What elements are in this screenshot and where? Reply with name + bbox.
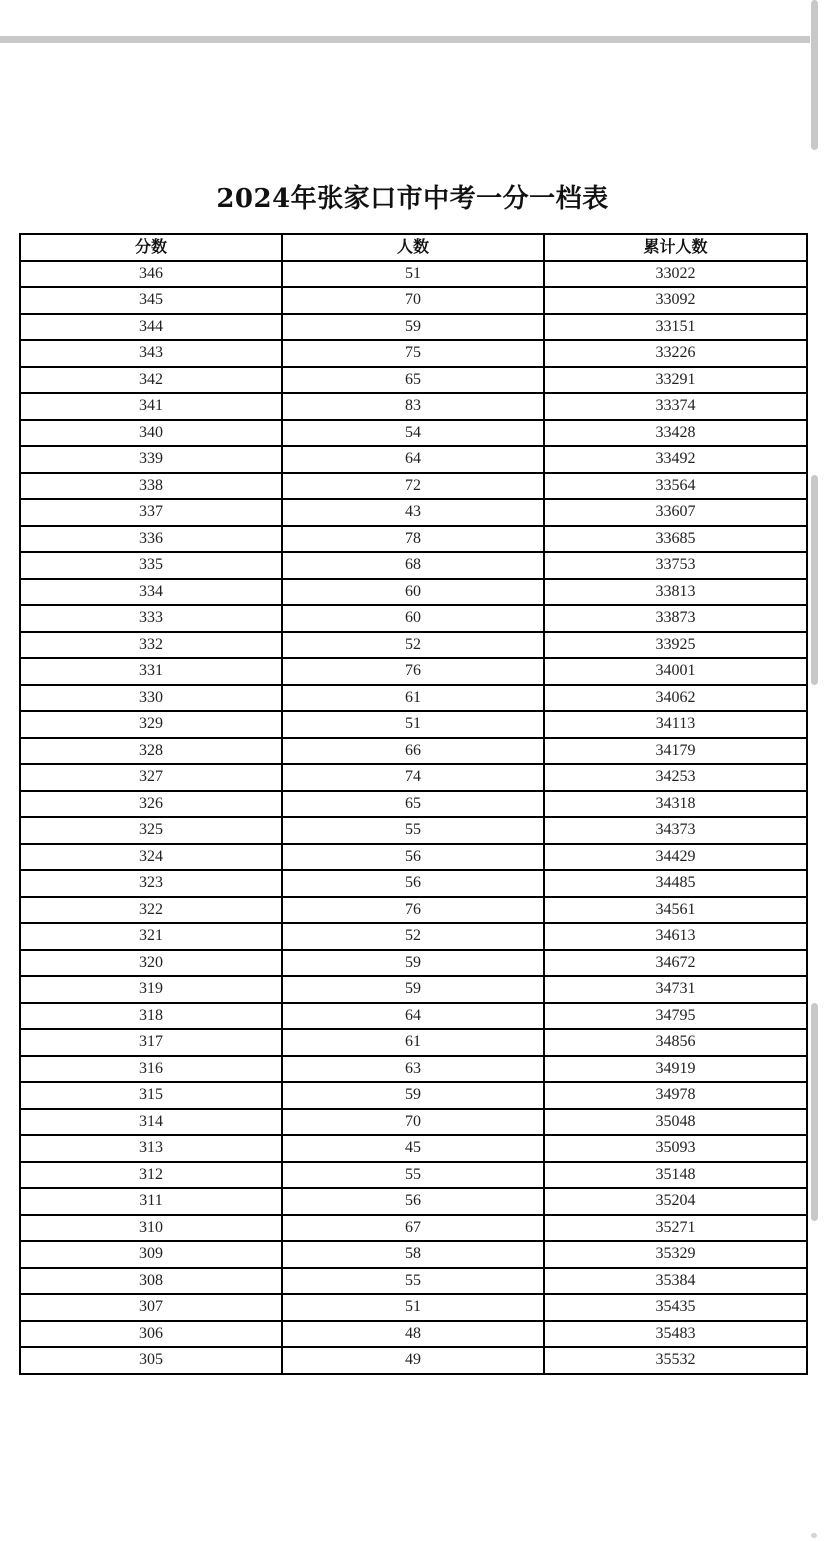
table-row	[20, 1162, 807, 1189]
cell-cumulative: 33428	[544, 420, 807, 447]
table-row	[20, 420, 807, 447]
top-divider	[0, 36, 810, 43]
table-row	[20, 870, 807, 897]
cell-score: 340	[20, 420, 282, 447]
cell-count: 59	[282, 950, 544, 977]
cell-score: 315	[20, 1082, 282, 1109]
score-distribution-table	[19, 233, 808, 1375]
cell-score: 333	[20, 605, 282, 632]
cell-count: 66	[282, 738, 544, 765]
table-row	[20, 287, 807, 314]
cell-count: 55	[282, 1162, 544, 1189]
cell-cumulative: 35048	[544, 1109, 807, 1136]
cell-count: 61	[282, 685, 544, 712]
cell-score: 319	[20, 976, 282, 1003]
table-row	[20, 1188, 807, 1215]
cell-cumulative: 35271	[544, 1215, 807, 1242]
cell-count: 75	[282, 340, 544, 367]
table-row	[20, 711, 807, 738]
table-row	[20, 1321, 807, 1348]
cell-cumulative: 35329	[544, 1241, 807, 1268]
cell-score: 336	[20, 526, 282, 553]
table-row	[20, 261, 807, 288]
cell-cumulative: 33151	[544, 314, 807, 341]
table-row	[20, 791, 807, 818]
cell-score: 342	[20, 367, 282, 394]
cell-cumulative: 34856	[544, 1029, 807, 1056]
table-row	[20, 367, 807, 394]
cell-score: 330	[20, 685, 282, 712]
cell-count: 52	[282, 632, 544, 659]
cell-count: 48	[282, 1321, 544, 1348]
cell-score: 343	[20, 340, 282, 367]
scrollbar-thumb-lower[interactable]	[811, 1003, 818, 1221]
cell-count: 72	[282, 473, 544, 500]
cell-cumulative: 35435	[544, 1294, 807, 1321]
cell-cumulative: 35384	[544, 1268, 807, 1295]
cell-cumulative: 34919	[544, 1056, 807, 1083]
cell-cumulative: 34731	[544, 976, 807, 1003]
scrollbar-thumb-top[interactable]	[811, 0, 818, 150]
cell-count: 51	[282, 261, 544, 288]
cell-cumulative: 33753	[544, 552, 807, 579]
cell-count: 59	[282, 1082, 544, 1109]
cell-cumulative: 34179	[544, 738, 807, 765]
cell-count: 56	[282, 844, 544, 871]
table-row	[20, 658, 807, 685]
cell-count: 59	[282, 976, 544, 1003]
cell-count: 55	[282, 817, 544, 844]
cell-score: 318	[20, 1003, 282, 1030]
cell-cumulative: 33092	[544, 287, 807, 314]
table-row	[20, 314, 807, 341]
cell-count: 52	[282, 923, 544, 950]
cell-score: 314	[20, 1109, 282, 1136]
table-row	[20, 393, 807, 420]
cell-count: 54	[282, 420, 544, 447]
cell-cumulative: 35204	[544, 1188, 807, 1215]
table-row	[20, 764, 807, 791]
cell-count: 63	[282, 1056, 544, 1083]
cell-score: 324	[20, 844, 282, 871]
cell-cumulative: 35483	[544, 1321, 807, 1348]
cell-cumulative: 34672	[544, 950, 807, 977]
table-row	[20, 1109, 807, 1136]
page-title: 2024年张家口市中考一分一档表	[216, 184, 609, 214]
table-row	[20, 976, 807, 1003]
cell-cumulative: 34113	[544, 711, 807, 738]
cell-cumulative: 34253	[544, 764, 807, 791]
cell-cumulative: 34795	[544, 1003, 807, 1030]
cell-score: 322	[20, 897, 282, 924]
cell-count: 68	[282, 552, 544, 579]
cell-count: 51	[282, 1294, 544, 1321]
cell-cumulative: 33607	[544, 499, 807, 526]
cell-score: 339	[20, 446, 282, 473]
cell-score: 309	[20, 1241, 282, 1268]
table-row	[20, 579, 807, 606]
cell-cumulative: 35093	[544, 1135, 807, 1162]
cell-cumulative: 33685	[544, 526, 807, 553]
cell-cumulative: 33226	[544, 340, 807, 367]
cell-score: 329	[20, 711, 282, 738]
table-row	[20, 552, 807, 579]
cell-cumulative: 33492	[544, 446, 807, 473]
cell-cumulative: 33873	[544, 605, 807, 632]
cell-score: 306	[20, 1321, 282, 1348]
cell-cumulative: 33291	[544, 367, 807, 394]
cell-count: 56	[282, 870, 544, 897]
cell-count: 60	[282, 605, 544, 632]
cell-cumulative: 34001	[544, 658, 807, 685]
cell-count: 61	[282, 1029, 544, 1056]
cell-cumulative: 35148	[544, 1162, 807, 1189]
table-row	[20, 738, 807, 765]
cell-cumulative: 34561	[544, 897, 807, 924]
table-row	[20, 897, 807, 924]
cell-count: 78	[282, 526, 544, 553]
cell-score: 325	[20, 817, 282, 844]
cell-count: 43	[282, 499, 544, 526]
table-row	[20, 526, 807, 553]
cell-cumulative: 33564	[544, 473, 807, 500]
table-row	[20, 499, 807, 526]
header-score: 分数	[20, 234, 282, 261]
cell-cumulative: 34373	[544, 817, 807, 844]
table-row	[20, 1056, 807, 1083]
cell-cumulative: 35532	[544, 1347, 807, 1374]
cell-score: 337	[20, 499, 282, 526]
table-row	[20, 685, 807, 712]
cell-score: 316	[20, 1056, 282, 1083]
table-row	[20, 1135, 807, 1162]
cell-score: 317	[20, 1029, 282, 1056]
cell-score: 344	[20, 314, 282, 341]
cell-score: 323	[20, 870, 282, 897]
cell-score: 305	[20, 1347, 282, 1374]
table-row	[20, 817, 807, 844]
table-row	[20, 632, 807, 659]
cell-score: 334	[20, 579, 282, 606]
cell-score: 321	[20, 923, 282, 950]
cell-score: 308	[20, 1268, 282, 1295]
cell-count: 76	[282, 658, 544, 685]
cell-score: 331	[20, 658, 282, 685]
table-row	[20, 1268, 807, 1295]
cell-score: 310	[20, 1215, 282, 1242]
table-row	[20, 1347, 807, 1374]
cell-score: 341	[20, 393, 282, 420]
cell-count: 58	[282, 1241, 544, 1268]
cell-cumulative: 34613	[544, 923, 807, 950]
cell-score: 327	[20, 764, 282, 791]
table-row	[20, 473, 807, 500]
table-row	[20, 1003, 807, 1030]
cell-score: 326	[20, 791, 282, 818]
cell-cumulative: 33374	[544, 393, 807, 420]
cell-count: 65	[282, 367, 544, 394]
cell-count: 65	[282, 791, 544, 818]
table-row	[20, 605, 807, 632]
cell-score: 345	[20, 287, 282, 314]
table-header-row	[20, 234, 807, 261]
cell-count: 45	[282, 1135, 544, 1162]
cell-score: 338	[20, 473, 282, 500]
cell-cumulative: 33813	[544, 579, 807, 606]
table-row	[20, 923, 807, 950]
cell-cumulative: 34485	[544, 870, 807, 897]
cell-count: 59	[282, 314, 544, 341]
cell-count: 64	[282, 1003, 544, 1030]
scroll-indicator-dot	[811, 1533, 817, 1538]
cell-score: 320	[20, 950, 282, 977]
cell-count: 74	[282, 764, 544, 791]
cell-score: 346	[20, 261, 282, 288]
table-row	[20, 1029, 807, 1056]
cell-count: 83	[282, 393, 544, 420]
table-row	[20, 1215, 807, 1242]
cell-score: 311	[20, 1188, 282, 1215]
header-count: 人数	[282, 234, 544, 261]
cell-score: 335	[20, 552, 282, 579]
cell-score: 332	[20, 632, 282, 659]
table-row	[20, 950, 807, 977]
cell-count: 67	[282, 1215, 544, 1242]
table-row	[20, 1294, 807, 1321]
table-row	[20, 340, 807, 367]
cell-cumulative: 33022	[544, 261, 807, 288]
cell-score: 328	[20, 738, 282, 765]
cell-score: 307	[20, 1294, 282, 1321]
cell-count: 51	[282, 711, 544, 738]
table-row	[20, 844, 807, 871]
cell-cumulative: 34062	[544, 685, 807, 712]
cell-count: 76	[282, 897, 544, 924]
cell-count: 64	[282, 446, 544, 473]
cell-cumulative: 34978	[544, 1082, 807, 1109]
cell-cumulative: 33925	[544, 632, 807, 659]
table-row	[20, 1241, 807, 1268]
table-body	[20, 261, 807, 1374]
cell-count: 49	[282, 1347, 544, 1374]
cell-count: 60	[282, 579, 544, 606]
cell-count: 70	[282, 287, 544, 314]
cell-count: 70	[282, 1109, 544, 1136]
cell-score: 313	[20, 1135, 282, 1162]
table-row	[20, 446, 807, 473]
cell-cumulative: 34429	[544, 844, 807, 871]
table-row	[20, 1082, 807, 1109]
cell-count: 55	[282, 1268, 544, 1295]
cell-score: 312	[20, 1162, 282, 1189]
cell-count: 56	[282, 1188, 544, 1215]
scrollbar-thumb-middle[interactable]	[811, 475, 818, 685]
header-cumulative: 累计人数	[544, 234, 807, 261]
cell-cumulative: 34318	[544, 791, 807, 818]
